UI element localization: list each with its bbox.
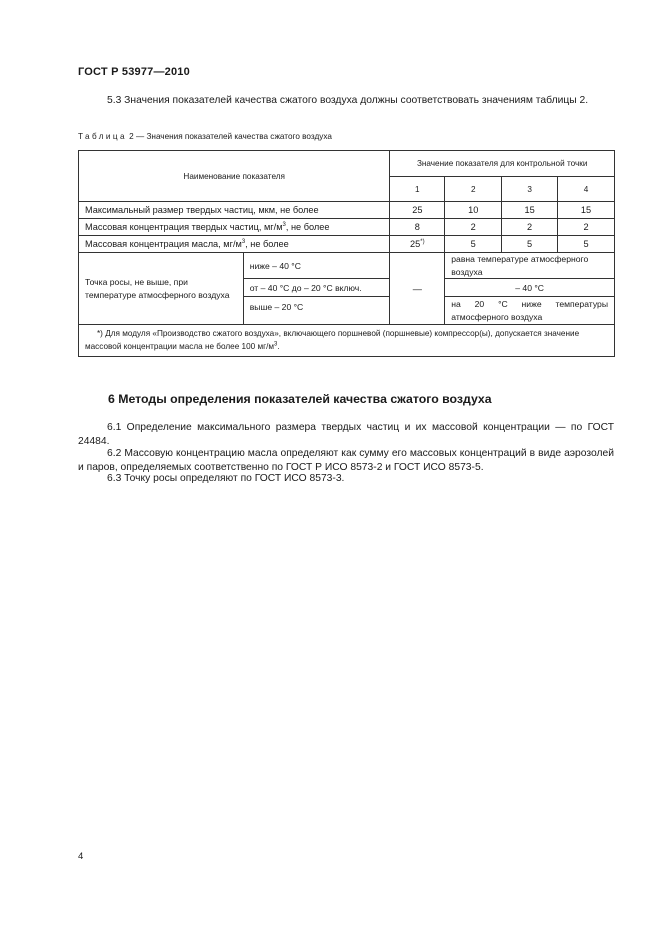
page-number: 4 bbox=[78, 851, 84, 862]
row-value: 8 bbox=[390, 219, 445, 236]
quality-table bbox=[78, 150, 615, 357]
dew-point-label: Точка росы, не выше, при температуре атмосферного воздуха bbox=[79, 253, 244, 325]
col-header-point-1: 1 bbox=[390, 177, 445, 202]
table-row bbox=[79, 236, 615, 253]
table-footnote: *) Для модуля «Производство сжатого воздуха», включающего поршневой (поршневые) компрессор(ы), допускается значение массовой концентрации масла не более 100 $мг/м^3$. bbox=[79, 325, 615, 357]
row-value: 5 bbox=[502, 236, 558, 253]
col-header-point-4: 4 bbox=[558, 177, 615, 202]
table-caption-label: Таблица bbox=[78, 132, 127, 141]
col-header-values: Значение показателя для контрольной точки bbox=[390, 151, 615, 177]
section-6-heading: 6 Методы определения показателей качества сжатого воздуха bbox=[108, 392, 492, 406]
paragraph-6-3: 6.3 Точку росы определяют по ГОСТ ИСО 8573-3. bbox=[107, 473, 345, 484]
dew-value-1: равна температуре атмосферного воздуха bbox=[445, 253, 615, 279]
row-value: 15 bbox=[502, 202, 558, 219]
document-header: ГОСТ Р 53977—2010 bbox=[78, 66, 190, 78]
col-header-point-3: 3 bbox=[502, 177, 558, 202]
row-name: Массовая концентрация масла, $мг/м^3$, не более bbox=[79, 236, 390, 253]
row-value: 5 bbox=[445, 236, 502, 253]
table-row bbox=[79, 202, 615, 219]
row-value: 10 bbox=[445, 202, 502, 219]
paragraph-6-1: 6.1 Определение максимального размера твердых частиц и их массовой концентрации — по ГОСТ 24484. bbox=[78, 422, 614, 447]
dew-value-3: на 20 °С ниже температуры атмосферного воздуха bbox=[445, 297, 615, 325]
paragraph-5-3: 5.3 Значения показателей качества сжатого воздуха должны соответствовать значениям таблицы 2. bbox=[107, 95, 589, 106]
paragraph-6-2: 6.2 Массовую концентрацию масла определяют как сумму его массовых концентраций в виде аэрозолей и паров, определяемых соответственно по ГОСТ Р ИСО 8573-2 и ГОСТ ИСО 8573-5. bbox=[78, 448, 614, 473]
row-value: 2 bbox=[558, 219, 615, 236]
dew-value-2: – 40 °С bbox=[445, 279, 615, 297]
table-caption-title: 2 — Значения показателей качества сжатого воздуха bbox=[126, 132, 332, 141]
row-value: 2 bbox=[502, 219, 558, 236]
row-value: 15 bbox=[558, 202, 615, 219]
row-value: 25*) bbox=[390, 236, 445, 253]
table-row bbox=[79, 219, 615, 236]
dew-condition-1: ниже – 40 °С bbox=[243, 253, 390, 279]
row-value: 5 bbox=[558, 236, 615, 253]
row-value: 2 bbox=[445, 219, 502, 236]
row-name: Максимальный размер твердых частиц, мкм, не более bbox=[79, 202, 390, 219]
dew-condition-2: от – 40 °С до – 20 °С включ. bbox=[243, 279, 390, 297]
row-value: 25 bbox=[390, 202, 445, 219]
dew-condition-3: выше – 20 °С bbox=[243, 297, 390, 325]
row-name: Массовая концентрация твердых частиц, $мг/м^3$, не более bbox=[79, 219, 390, 236]
col-header-name: Наименование показателя bbox=[79, 151, 390, 202]
dew-point-1-value: — bbox=[390, 253, 445, 325]
table-caption bbox=[78, 132, 332, 141]
footnote-marker: *) bbox=[420, 238, 425, 245]
col-header-point-2: 2 bbox=[445, 177, 502, 202]
